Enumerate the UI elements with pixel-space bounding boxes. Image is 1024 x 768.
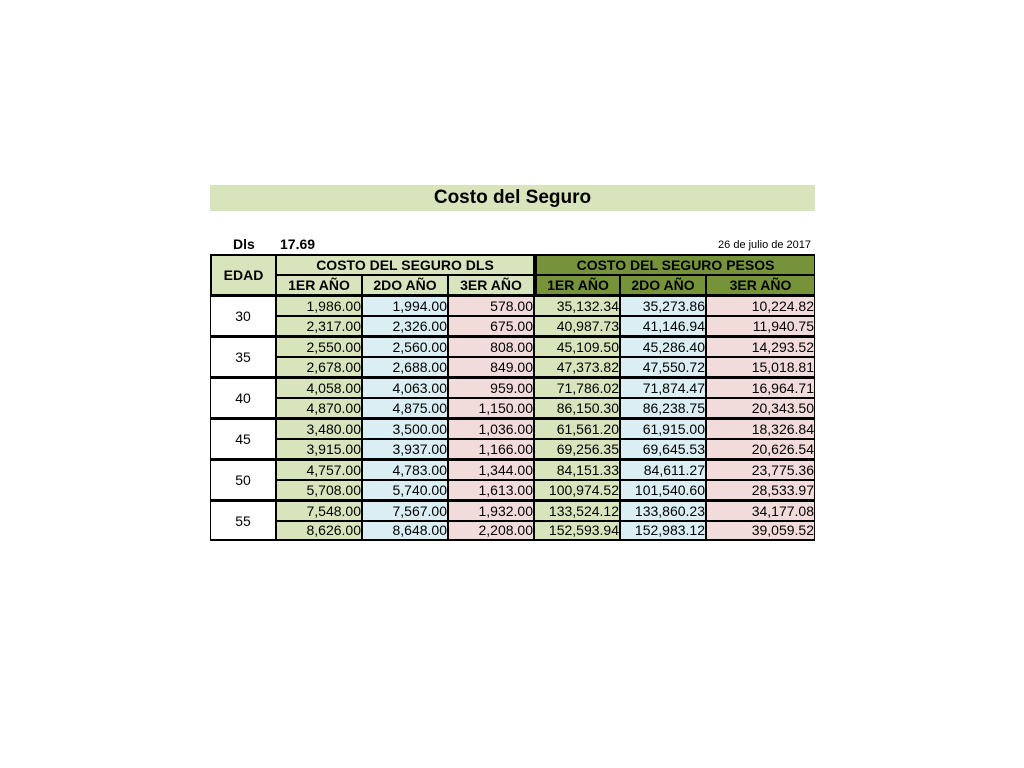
- cell-pesos-year-1: 71,786.02: [534, 377, 620, 398]
- header-dls-year-3: 3ER AÑO: [448, 275, 534, 296]
- date-label: 26 de julio de 2017: [718, 239, 811, 251]
- cell-dls-year-2: 2,560.00: [362, 336, 448, 357]
- table-row: [210, 439, 815, 460]
- cell-dls-year-3: 1,613.00: [448, 480, 534, 501]
- cell-dls-year-2: 7,567.00: [362, 500, 448, 521]
- cell-dls-year-2: 4,875.00: [362, 398, 448, 419]
- header-dls-year-2: 2DO AÑO: [362, 275, 448, 296]
- cell-pesos-year-2: 41,146.94: [620, 316, 706, 337]
- cell-dls-year-3: 1,166.00: [448, 439, 534, 460]
- exchange-rate-label: Dls: [233, 236, 255, 252]
- age-cell: 40: [210, 377, 276, 418]
- cell-pesos-year-2: 101,540.60: [620, 480, 706, 501]
- header-dls-year-1: 1ER AÑO: [276, 275, 362, 296]
- cell-dls-year-3: 2,208.00: [448, 521, 534, 542]
- cell-pesos-year-1: 133,524.12: [534, 500, 620, 521]
- cell-pesos-year-2: 61,915.00: [620, 418, 706, 439]
- cell-dls-year-2: 3,937.00: [362, 439, 448, 460]
- cell-dls-year-1: 5,708.00: [276, 480, 362, 501]
- table-row: [210, 521, 815, 542]
- cell-dls-year-2: 3,500.00: [362, 418, 448, 439]
- header-pesos-year-3: 3ER AÑO: [706, 275, 815, 296]
- cell-dls-year-1: 4,757.00: [276, 459, 362, 480]
- cell-pesos-year-1: 152,593.94: [534, 521, 620, 542]
- table-row: [210, 377, 815, 398]
- cell-dls-year-2: 5,740.00: [362, 480, 448, 501]
- cell-pesos-year-3: 34,177.08: [706, 500, 815, 521]
- cell-pesos-year-3: 15,018.81: [706, 357, 815, 378]
- cell-pesos-year-2: 84,611.27: [620, 459, 706, 480]
- cell-pesos-year-3: 20,626.54: [706, 439, 815, 460]
- table-row: [210, 295, 815, 316]
- cell-pesos-year-2: 45,286.40: [620, 336, 706, 357]
- cell-dls-year-2: 8,648.00: [362, 521, 448, 542]
- cell-dls-year-3: 849.00: [448, 357, 534, 378]
- cell-dls-year-1: 2,317.00: [276, 316, 362, 337]
- cell-pesos-year-3: 14,293.52: [706, 336, 815, 357]
- cell-dls-year-1: 3,915.00: [276, 439, 362, 460]
- cell-pesos-year-3: 20,343.50: [706, 398, 815, 419]
- cell-dls-year-1: 4,058.00: [276, 377, 362, 398]
- header-edad: EDAD: [210, 254, 276, 295]
- header-group-dls: COSTO DEL SEGURO DLS: [276, 254, 534, 275]
- cell-pesos-year-3: 16,964.71: [706, 377, 815, 398]
- table-row: [210, 459, 815, 480]
- table-row: [210, 480, 815, 501]
- table-body: [210, 295, 815, 541]
- table-row: [210, 398, 815, 419]
- cell-dls-year-2: 4,063.00: [362, 377, 448, 398]
- cell-pesos-year-2: 35,273.86: [620, 295, 706, 316]
- header-pesos-year-1: 1ER AÑO: [534, 275, 620, 296]
- cell-pesos-year-2: 152,983.12: [620, 521, 706, 542]
- cell-pesos-year-3: 10,224.82: [706, 295, 815, 316]
- cell-dls-year-3: 578.00: [448, 295, 534, 316]
- cell-dls-year-2: 4,783.00: [362, 459, 448, 480]
- cell-dls-year-3: 1,150.00: [448, 398, 534, 419]
- cell-pesos-year-2: 133,860.23: [620, 500, 706, 521]
- cell-dls-year-1: 3,480.00: [276, 418, 362, 439]
- cell-pesos-year-1: 69,256.35: [534, 439, 620, 460]
- cell-pesos-year-3: 23,775.36: [706, 459, 815, 480]
- cell-dls-year-3: 959.00: [448, 377, 534, 398]
- cell-pesos-year-1: 61,561.20: [534, 418, 620, 439]
- table-row: [210, 316, 815, 337]
- age-cell: 50: [210, 459, 276, 500]
- age-cell: 30: [210, 295, 276, 336]
- insurance-cost-table: [210, 254, 815, 541]
- header-group-pesos: COSTO DEL SEGURO PESOS: [534, 254, 815, 275]
- cell-dls-year-2: 1,994.00: [362, 295, 448, 316]
- cell-pesos-year-3: 28,533.97: [706, 480, 815, 501]
- cell-dls-year-3: 675.00: [448, 316, 534, 337]
- cell-pesos-year-2: 71,874.47: [620, 377, 706, 398]
- cell-pesos-year-2: 86,238.75: [620, 398, 706, 419]
- cell-dls-year-1: 1,986.00: [276, 295, 362, 316]
- cell-dls-year-3: 1,932.00: [448, 500, 534, 521]
- cell-pesos-year-1: 35,132.34: [534, 295, 620, 316]
- cell-pesos-year-1: 84,151.33: [534, 459, 620, 480]
- cell-pesos-year-3: 39,059.52: [706, 521, 815, 542]
- cell-pesos-year-1: 40,987.73: [534, 316, 620, 337]
- cell-pesos-year-3: 18,326.84: [706, 418, 815, 439]
- cell-pesos-year-1: 45,109.50: [534, 336, 620, 357]
- table-row: [210, 357, 815, 378]
- cell-dls-year-1: 7,548.00: [276, 500, 362, 521]
- cell-dls-year-1: 2,678.00: [276, 357, 362, 378]
- cell-dls-year-3: 808.00: [448, 336, 534, 357]
- cell-pesos-year-1: 47,373.82: [534, 357, 620, 378]
- age-cell: 35: [210, 336, 276, 377]
- page-title: Costo del Seguro: [210, 185, 815, 211]
- age-cell: 55: [210, 500, 276, 541]
- cell-pesos-year-3: 11,940.75: [706, 316, 815, 337]
- cell-dls-year-1: 4,870.00: [276, 398, 362, 419]
- cell-pesos-year-2: 47,550.72: [620, 357, 706, 378]
- cell-dls-year-3: 1,344.00: [448, 459, 534, 480]
- cell-dls-year-1: 8,626.00: [276, 521, 362, 542]
- table-row: [210, 336, 815, 357]
- table-row: [210, 500, 815, 521]
- table-row: [210, 418, 815, 439]
- age-cell: 45: [210, 418, 276, 459]
- header-pesos-year-2: 2DO AÑO: [620, 275, 706, 296]
- cell-dls-year-1: 2,550.00: [276, 336, 362, 357]
- cell-dls-year-2: 2,326.00: [362, 316, 448, 337]
- cell-dls-year-2: 2,688.00: [362, 357, 448, 378]
- cell-pesos-year-1: 86,150.30: [534, 398, 620, 419]
- exchange-rate-value: 17.69: [280, 236, 316, 252]
- cell-pesos-year-2: 69,645.53: [620, 439, 706, 460]
- cell-pesos-year-1: 100,974.52: [534, 480, 620, 501]
- cell-dls-year-3: 1,036.00: [448, 418, 534, 439]
